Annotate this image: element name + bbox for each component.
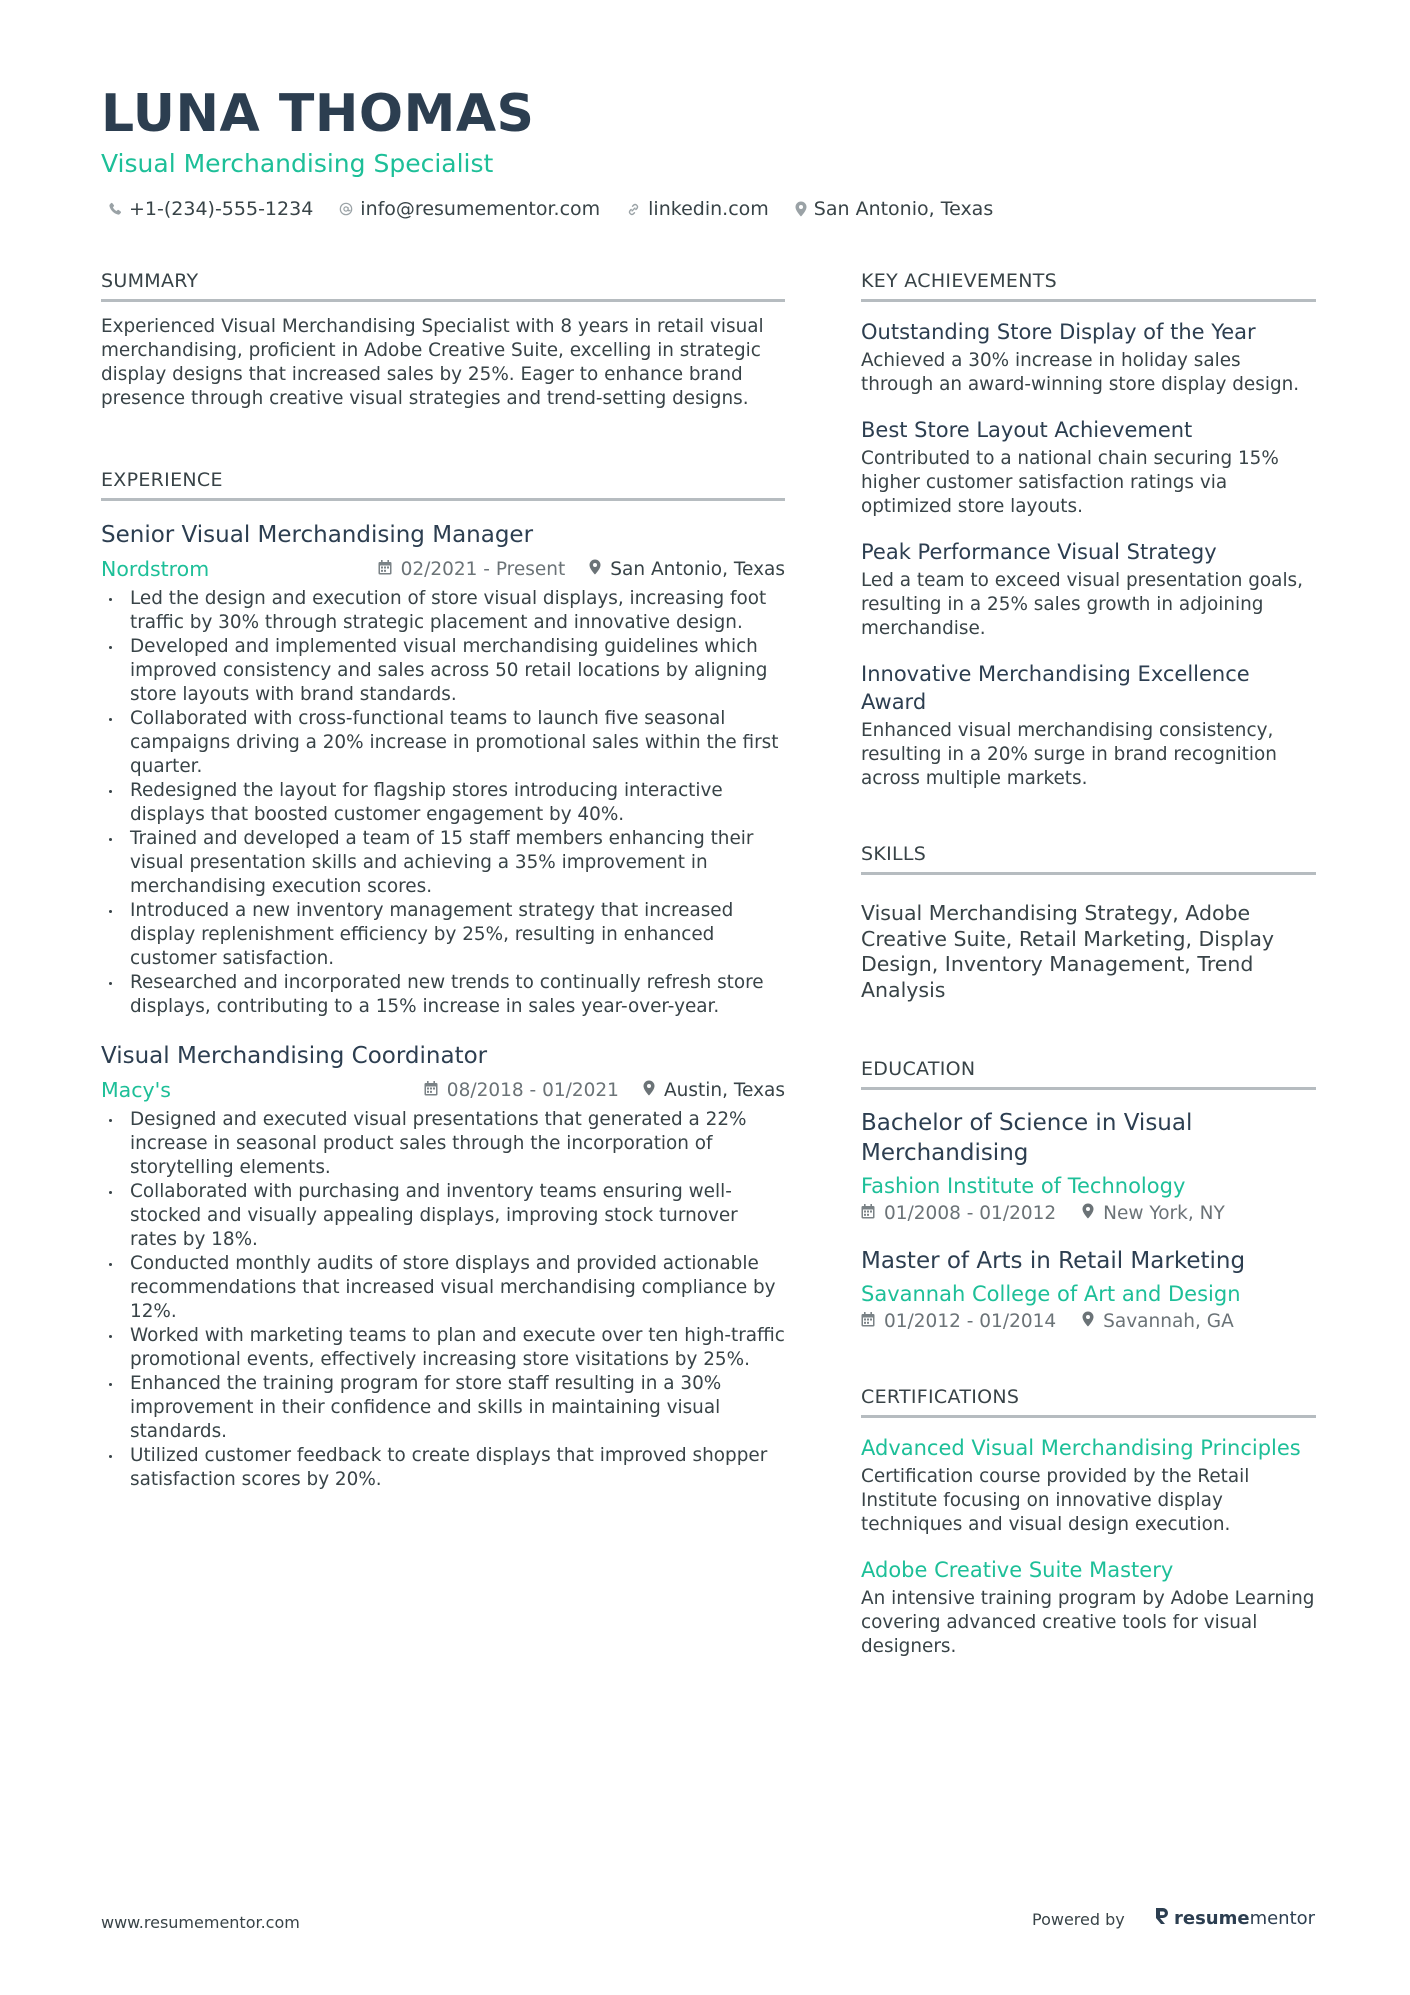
achievement-title: Peak Performance Visual Strategy bbox=[861, 540, 1217, 564]
degree-title: Master of Arts in Retail Marketing bbox=[861, 1248, 1246, 1274]
achievement-title: Outstanding Store Display of the Year bbox=[861, 320, 1256, 344]
resumementor-logo-icon bbox=[1154, 1906, 1170, 1931]
location-text: New York, NY bbox=[1103, 1203, 1225, 1224]
job-bullets bbox=[101, 587, 785, 1019]
location-text: San Antonio, Texas bbox=[813, 198, 994, 220]
candidate-name: LUNA THOMAS bbox=[101, 84, 535, 144]
bullet-item: Developed and implemented visual merchandising guidelines which improved consistency and sales across 50 retail locations by aligning store layouts with brand standards. bbox=[101, 635, 785, 707]
job-title: Senior Visual Merchandising Manager bbox=[101, 522, 534, 548]
email-address: info@resumementor.com bbox=[360, 198, 601, 220]
company-name: Nordstrom bbox=[101, 557, 210, 581]
skills-text: Visual Merchandising Strategy, Adobe Creative Suite, Retail Marketing, Display Design, Inventory Management, Trend Analysis bbox=[861, 901, 1275, 1002]
section-heading-achievements: KEY ACHIEVEMENTS bbox=[861, 270, 1316, 302]
bullet-item: Enhanced the training program for store staff resulting in a 30% improvement in their confidence and skills in maintaining visual standards. bbox=[101, 1372, 785, 1444]
bullet-item: Conducted monthly audits of store displays and provided actionable recommendations that increased visual merchandising compliance by 12%. bbox=[101, 1252, 785, 1324]
contact-location bbox=[795, 198, 993, 220]
location-text: Savannah, GA bbox=[1103, 1311, 1234, 1332]
calendar-icon bbox=[424, 1080, 438, 1101]
bullet-item: Designed and executed visual presentations that generated a 22% increase in seasonal product sales through the incorporation of storytelling elements. bbox=[101, 1108, 785, 1180]
date-range: 01/2008 - 01/2012 bbox=[884, 1203, 1057, 1224]
certification-desc: An intensive training program by Adobe Learning covering advanced creative tools for visual designers. bbox=[861, 1588, 1315, 1657]
contact-email[interactable] bbox=[339, 198, 600, 220]
job-entry bbox=[101, 1041, 785, 1492]
certification-name: Advanced Visual Merchandising Principles bbox=[861, 1436, 1301, 1460]
map-pin-icon bbox=[1082, 1311, 1094, 1332]
section-heading-certifications: CERTIFICATIONS bbox=[861, 1386, 1316, 1418]
school-name: Savannah College of Art and Design bbox=[861, 1282, 1241, 1306]
certification-item bbox=[861, 1556, 1316, 1659]
bullet-item: Collaborated with purchasing and inventory teams ensuring well-stocked and visually appealing displays, improving stock turnover rates by 18%. bbox=[101, 1180, 785, 1252]
location-text: Austin, Texas bbox=[663, 1079, 785, 1101]
company-name: Macy's bbox=[101, 1078, 171, 1102]
footer-website-link[interactable]: www.resumementor.com bbox=[101, 1913, 300, 1932]
calendar-icon bbox=[378, 559, 392, 580]
bullet-item: Worked with marketing teams to plan and execute over ten high-traffic promotional events, effectively increasing store visitations by 25%. bbox=[101, 1324, 785, 1372]
achievement-desc: Achieved a 30% increase in holiday sales through an award-winning store display design. bbox=[861, 350, 1300, 395]
achievement-item bbox=[861, 416, 1316, 519]
education-location bbox=[1082, 1311, 1234, 1332]
date-range: 02/2021 - Present bbox=[400, 558, 566, 580]
education-section bbox=[861, 1058, 1316, 1332]
calendar-icon bbox=[861, 1311, 875, 1332]
map-pin-icon bbox=[1082, 1203, 1094, 1224]
brand-name-bold: resume bbox=[1174, 1908, 1250, 1929]
phone-number: +1-(234)-555-1234 bbox=[129, 198, 314, 220]
phone-icon bbox=[108, 202, 122, 216]
certification-item bbox=[861, 1434, 1316, 1537]
contact-bar bbox=[108, 198, 993, 220]
map-pin-icon bbox=[643, 1080, 655, 1101]
date-range: 01/2012 - 01/2014 bbox=[884, 1311, 1057, 1332]
certifications-section bbox=[861, 1386, 1316, 1659]
contact-phone[interactable] bbox=[108, 198, 313, 220]
achievement-item bbox=[861, 660, 1316, 791]
right-column bbox=[861, 270, 1316, 1659]
link-icon bbox=[626, 202, 641, 217]
job-location bbox=[643, 1080, 785, 1101]
date-range: 08/2018 - 01/2021 bbox=[446, 1079, 619, 1101]
achievement-desc: Contributed to a national chain securing 15% higher customer satisfaction ratings via optimized store layouts. bbox=[861, 448, 1279, 517]
degree-title: Bachelor of Science in Visual Merchandising bbox=[861, 1110, 1193, 1166]
contact-linkedin[interactable] bbox=[626, 198, 769, 220]
bullet-item: Researched and incorporated new trends to continually refresh store displays, contributing to a 15% increase in sales year-over-year. bbox=[101, 971, 785, 1019]
job-entry bbox=[101, 520, 785, 1019]
achievement-item bbox=[861, 318, 1316, 397]
section-heading-skills: SKILLS bbox=[861, 843, 1316, 875]
candidate-title: Visual Merchandising Specialist bbox=[101, 149, 494, 178]
education-location bbox=[1082, 1203, 1225, 1224]
education-item bbox=[861, 1108, 1316, 1224]
summary-section bbox=[101, 270, 785, 411]
footer-brand-logo[interactable] bbox=[1154, 1906, 1315, 1931]
achievement-item bbox=[861, 538, 1316, 641]
achievement-title: Innovative Merchandising Excellence Award bbox=[861, 662, 1250, 714]
job-dates bbox=[424, 1080, 619, 1101]
brand-name-light: mentor bbox=[1249, 1908, 1316, 1929]
skills-section bbox=[861, 843, 1316, 1003]
job-location bbox=[589, 559, 785, 580]
bullet-item: Introduced a new inventory management strategy that increased display replenishment efficiency by 25%, resulting in enhanced customer satisfaction. bbox=[101, 899, 785, 971]
bullet-item: Led the design and execution of store visual displays, increasing foot traffic by 30% through strategic placement and innovative design. bbox=[101, 587, 785, 635]
job-meta bbox=[101, 556, 785, 582]
location-text: San Antonio, Texas bbox=[610, 558, 785, 580]
section-heading-education: EDUCATION bbox=[861, 1058, 1316, 1090]
bullet-item: Trained and developed a team of 15 staff members enhancing their visual presentation skills and achieving a 35% improvement in merchandising execution scores. bbox=[101, 827, 785, 899]
linkedin-url: linkedin.com bbox=[648, 198, 769, 220]
education-meta bbox=[861, 1203, 1316, 1224]
education-meta bbox=[861, 1311, 1316, 1332]
certification-desc: Certification course provided by the Retail Institute focusing on innovative display techniques and visual design execution. bbox=[861, 1466, 1250, 1535]
school-name: Fashion Institute of Technology bbox=[861, 1174, 1186, 1198]
job-title: Visual Merchandising Coordinator bbox=[101, 1043, 488, 1069]
bullet-item: Collaborated with cross-functional teams to launch five seasonal campaigns driving a 20% increase in promotional sales within the first quarter. bbox=[101, 707, 785, 779]
achievement-title: Best Store Layout Achievement bbox=[861, 418, 1193, 442]
education-dates bbox=[861, 1203, 1056, 1224]
education-item bbox=[861, 1246, 1316, 1332]
bullet-item: Redesigned the layout for flagship stores introducing interactive displays that boosted customer engagement by 40%. bbox=[101, 779, 785, 827]
experience-section bbox=[101, 469, 785, 1492]
map-pin-icon bbox=[795, 201, 807, 217]
education-dates bbox=[861, 1311, 1056, 1332]
at-icon bbox=[339, 202, 353, 216]
left-column bbox=[101, 270, 785, 1492]
map-pin-icon bbox=[589, 559, 601, 580]
job-bullets bbox=[101, 1108, 785, 1492]
footer-powered-by: Powered by bbox=[1032, 1910, 1125, 1929]
bullet-item: Utilized customer feedback to create displays that improved shopper satisfaction scores by 20%. bbox=[101, 1444, 785, 1492]
job-dates bbox=[378, 559, 566, 580]
job-meta bbox=[101, 1077, 785, 1103]
achievements-section bbox=[861, 270, 1316, 791]
achievement-desc: Enhanced visual merchandising consistency, resulting in a 20% surge in brand recognition across multiple markets. bbox=[861, 720, 1277, 789]
section-heading-summary: SUMMARY bbox=[101, 270, 785, 302]
achievement-desc: Led a team to exceed visual presentation goals, resulting in a 25% sales growth in adjoining merchandise. bbox=[861, 570, 1303, 639]
summary-text: Experienced Visual Merchandising Specialist with 8 years in retail visual merchandising, proficient in Adobe Creative Suite, excelling in strategic display designs that increased sales by 25%. Eager to enhance brand presence through creative visual strategies and trend-setting designs. bbox=[101, 316, 764, 409]
section-heading-experience: EXPERIENCE bbox=[101, 469, 785, 501]
certification-name: Adobe Creative Suite Mastery bbox=[861, 1558, 1174, 1582]
calendar-icon bbox=[861, 1203, 875, 1224]
